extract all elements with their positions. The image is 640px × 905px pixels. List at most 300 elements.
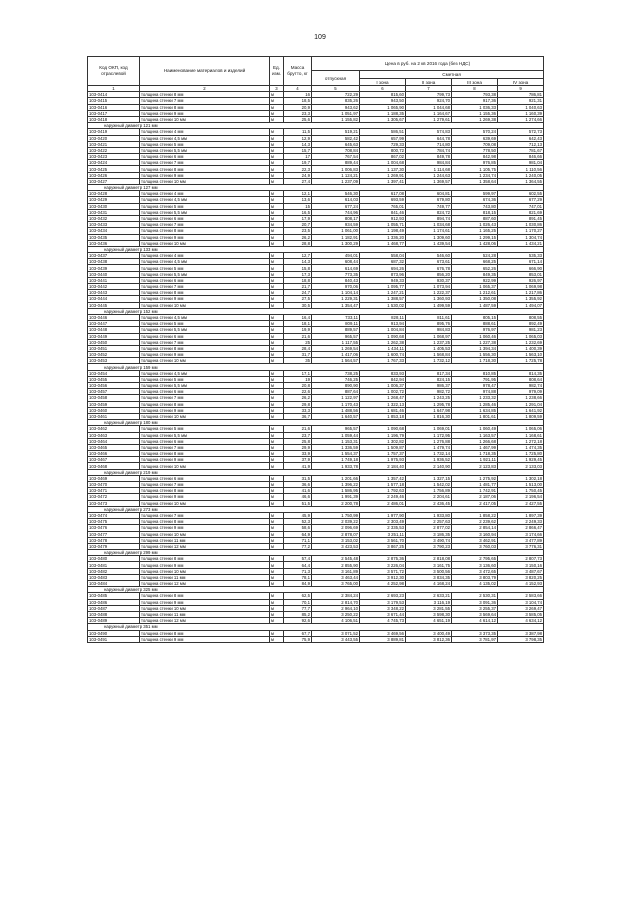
row-price-zone1: 815,60 <box>360 92 406 98</box>
row-price-otp: 2 545,48 <box>312 556 360 562</box>
row-price-zone4: 1 750,45 <box>498 488 544 494</box>
row-code: 103-0473 <box>88 500 140 506</box>
row-unit: м <box>270 253 284 259</box>
row-unit: м <box>270 265 284 271</box>
row-price-zone2: 1 244,63 <box>406 172 452 178</box>
row-price-zone3: 1 428,06 <box>452 240 498 246</box>
row-name: толщина стенки 12 мм <box>140 618 270 624</box>
row-price-zone4: 4 634,12 <box>498 618 544 624</box>
row-code: 103-0466 <box>88 451 140 457</box>
row-price-zone2: 1 172,95 <box>406 432 452 438</box>
row-price-zone3: 1 233,32 <box>452 395 498 401</box>
row-price-zone3: 2 530,31 <box>452 593 498 599</box>
col-num: 9 <box>498 86 544 92</box>
row-price-zone2: 1 044,68 <box>406 104 452 110</box>
row-code: 103-0479 <box>88 543 140 549</box>
row-mass: 22,3 <box>284 166 312 172</box>
row-code: 103-0419 <box>88 129 140 135</box>
row-price-zone1: 3 867,25 <box>360 543 406 549</box>
row-code: 103-0474 <box>88 512 140 518</box>
row-price-zone1: 4 252,98 <box>360 581 406 587</box>
row-price-zone4: 3 477,89 <box>498 537 544 543</box>
row-unit: м <box>270 271 284 277</box>
row-price-zone4: 1 474,35 <box>498 444 544 450</box>
row-price-zone3: 1 060,49 <box>452 426 498 432</box>
row-price-zone1: 1 006,37 <box>360 383 406 389</box>
row-mass: 15 <box>284 203 312 209</box>
row-price-zone4: 3 150,16 <box>498 562 544 568</box>
row-price-zone2: 895,76 <box>406 321 452 327</box>
row-unit: м <box>270 525 284 531</box>
row-price-zone3: 3 091,36 <box>452 599 498 605</box>
row-price-zone2: 856,20 <box>406 271 452 277</box>
row-price-zone3: 1 163,57 <box>452 432 498 438</box>
row-price-zone2: 546,60 <box>406 253 452 259</box>
row-price-otp: 773,35 <box>312 271 360 277</box>
row-price-otp: 1 059,44 <box>312 432 360 438</box>
row-price-zone1: 1 268,47 <box>360 395 406 401</box>
row-price-otp: 1 417,06 <box>312 352 360 358</box>
row-price-zone1: 1 055,71 <box>360 222 406 228</box>
row-mass: 70,1 <box>284 599 312 605</box>
row-price-zone4: 671,14 <box>498 259 544 265</box>
row-price-zone2: 3 790,23 <box>406 543 452 549</box>
row-price-zone2: 817,34 <box>406 370 452 376</box>
row-mass: 92,6 <box>284 618 312 624</box>
row-mass: 21,6 <box>284 426 312 432</box>
row-price-zone3: 639,69 <box>452 135 498 141</box>
row-name: толщина стенки 6 мм <box>140 215 270 221</box>
row-price-zone2: 982,72 <box>406 389 452 395</box>
row-name: толщина стенки 7 мм <box>140 512 270 518</box>
row-price-zone3: 974,88 <box>452 389 498 395</box>
row-price-zone4: 1 809,59 <box>498 413 544 419</box>
row-price-zone4: 786,81 <box>498 92 544 98</box>
row-price-zone1: 2 875,36 <box>360 556 406 562</box>
row-name: толщина стенки 7 мм <box>140 284 270 290</box>
row-price-zone3: 1 285,46 <box>452 401 498 407</box>
row-code: 103-0482 <box>88 568 140 574</box>
row-price-zone1: 1 198,49 <box>360 228 406 234</box>
row-price-zone1: 687,32 <box>360 259 406 265</box>
row-price-zone1: 1 509,87 <box>360 444 406 450</box>
row-code: 103-0456 <box>88 383 140 389</box>
row-code: 103-0448 <box>88 327 140 333</box>
row-price-zone3: 1 275,92 <box>452 475 498 481</box>
row-price-zone1: 943,50 <box>360 98 406 104</box>
row-price-zone3: 4 614,12 <box>452 618 498 624</box>
row-unit: м <box>270 110 284 116</box>
row-price-zone4: 3 487,67 <box>498 568 544 574</box>
row-price-otp: 889,44 <box>312 160 360 166</box>
row-price-otp: 1 564,57 <box>312 358 360 364</box>
row-price-zone4: 3 269,47 <box>498 605 544 611</box>
row-price-zone2: 1 933,80 <box>406 512 452 518</box>
row-price-otp: 943,62 <box>312 104 360 110</box>
row-price-zone1: 3 571,72 <box>360 568 406 574</box>
row-name: толщина стенки 7 мм <box>140 482 270 488</box>
row-unit: м <box>270 574 284 580</box>
row-price-zone2: 824,72 <box>406 209 452 215</box>
col-num: 2 <box>140 86 270 92</box>
row-price-zone1: 2 335,53 <box>360 525 406 531</box>
row-price-zone3: 1 060,46 <box>452 333 498 339</box>
row-price-zone2: 1 732,14 <box>406 451 452 457</box>
row-price-zone1: 1 305,67 <box>360 116 406 122</box>
row-mass: 26,2 <box>284 395 312 401</box>
row-mass: 36,6 <box>284 482 312 488</box>
row-price-zone2: 984,83 <box>406 327 452 333</box>
row-price-zone1: 1 004,68 <box>360 160 406 166</box>
row-price-zone2: 1 174,61 <box>406 228 452 234</box>
row-price-zone1: 1 262,38 <box>360 339 406 345</box>
row-name: толщина стенки 8 мм <box>140 228 270 234</box>
row-code: 103-0488 <box>88 611 140 617</box>
row-unit: м <box>270 327 284 333</box>
row-price-zone4: 712,13 <box>498 141 544 147</box>
row-price-zone1: 1 090,68 <box>360 333 406 339</box>
row-unit: м <box>270 203 284 209</box>
row-name: толщина стенки 8 мм <box>140 104 270 110</box>
row-name: толщина стенки 5 мм <box>140 321 270 327</box>
row-price-zone4: 1 364,55 <box>498 178 544 184</box>
row-price-zone1: 842,94 <box>360 376 406 382</box>
row-price-zone4: 926,97 <box>498 277 544 283</box>
row-price-zone3: 4 135,02 <box>452 581 498 587</box>
row-price-zone1: 1 090,68 <box>360 426 406 432</box>
row-price-zone3: 778,50 <box>452 147 498 153</box>
row-price-otp: 722,29 <box>312 92 360 98</box>
row-mass: 21,6 <box>284 333 312 339</box>
row-price-otp: 1 586,95 <box>312 488 360 494</box>
row-price-zone4: 3 820,25 <box>498 574 544 580</box>
row-price-zone2: 1 276,88 <box>406 438 452 444</box>
row-unit: м <box>270 172 284 178</box>
row-price-zone3: 2 417,05 <box>452 500 498 506</box>
row-mass: 33,9 <box>284 451 312 457</box>
row-price-zone2: 1 732,12 <box>406 358 452 364</box>
row-price-zone4: 921,31 <box>498 98 544 104</box>
row-name: толщина стенки 8 мм <box>140 345 270 351</box>
row-mass: 75,9 <box>284 636 312 642</box>
row-unit: м <box>270 543 284 549</box>
row-price-zone4: 1 040,63 <box>498 104 544 110</box>
row-mass: 27,5 <box>284 296 312 302</box>
row-unit: м <box>270 512 284 518</box>
row-unit: м <box>270 531 284 537</box>
row-price-zone3: 1 105,75 <box>452 166 498 172</box>
row-price-zone4: 808,64 <box>498 376 544 382</box>
row-price-zone3: 3 462,91 <box>452 537 498 543</box>
row-price-otp: 1 488,56 <box>312 407 360 413</box>
row-price-zone1: 2 184,40 <box>360 463 406 469</box>
row-code: 103-0444 <box>88 296 140 302</box>
row-price-zone2: 714,80 <box>406 141 452 147</box>
row-mass: 71,1 <box>284 537 312 543</box>
row-code: 103-0428 <box>88 191 140 197</box>
row-unit: м <box>270 611 284 617</box>
row-price-zone2: 2 877,02 <box>406 525 452 531</box>
row-name: толщина стенки 10 мм <box>140 568 270 574</box>
row-price-zone4: 1 355,92 <box>498 296 544 302</box>
row-price-zone2: 679,80 <box>406 197 452 203</box>
row-unit: м <box>270 432 284 438</box>
row-price-zone4: 1 160,39 <box>498 110 544 116</box>
row-price-zone1: 1 004,84 <box>360 327 406 333</box>
row-price-zone3: 3 255,37 <box>452 605 498 611</box>
row-price-zone1: 800,72 <box>360 147 406 153</box>
row-unit: м <box>270 234 284 240</box>
row-mass: 18,8 <box>284 277 312 283</box>
row-price-otp: 738,25 <box>312 370 360 376</box>
row-unit: м <box>270 630 284 636</box>
row-price-otp: 582,42 <box>312 135 360 141</box>
row-price-zone4: 1 232,69 <box>498 339 544 345</box>
row-unit: м <box>270 215 284 221</box>
row-unit: м <box>270 277 284 283</box>
row-mass: 24,7 <box>284 290 312 296</box>
row-mass: 23,5 <box>284 228 312 234</box>
row-price-zone2: 1 295,78 <box>406 401 452 407</box>
row-price-zone3: 743,80 <box>452 203 498 209</box>
row-unit: м <box>270 605 284 611</box>
row-name: толщина стенки 5,5 мм <box>140 209 270 215</box>
row-price-otp: 614,69 <box>312 265 360 271</box>
row-price-zone4: 3 585,05 <box>498 611 544 617</box>
row-price-zone3: 1 266,68 <box>452 438 498 444</box>
row-price-otp: 2 814,70 <box>312 599 360 605</box>
row-price-zone2: 604,81 <box>406 191 452 197</box>
row-mass: 52,3 <box>284 519 312 525</box>
row-name: толщина стенки 7 мм <box>140 222 270 228</box>
row-price-zone2: 3 812,36 <box>406 636 452 642</box>
row-price-zone2: 1 073,94 <box>406 284 452 290</box>
row-unit: м <box>270 593 284 599</box>
row-mass: 12,1 <box>284 191 312 197</box>
row-price-zone1: 913,94 <box>360 321 406 327</box>
row-unit: м <box>270 333 284 339</box>
row-price-zone4: 1 240,05 <box>498 172 544 178</box>
row-price-zone2: 1 034,68 <box>406 222 452 228</box>
row-price-zone2: 894,74 <box>406 215 452 221</box>
group-heading: наружный диаметр 127 мм <box>88 185 544 191</box>
row-name: толщина стенки 9 мм <box>140 457 270 463</box>
row-price-zone4: 3 387,98 <box>498 630 544 636</box>
row-price-zone1: 586,51 <box>360 129 406 135</box>
row-name: толщина стенки 4,5 мм <box>140 197 270 203</box>
row-price-zone4: 808,55 <box>498 314 544 320</box>
row-mass: 29,8 <box>284 401 312 407</box>
row-price-zone2: 799,73 <box>406 92 452 98</box>
row-price-otp: 887,64 <box>312 389 360 395</box>
row-code: 103-0451 <box>88 345 140 351</box>
row-mass: 84,9 <box>284 581 312 587</box>
row-price-zone1: 765,01 <box>360 203 406 209</box>
row-price-zone2: 986,37 <box>406 383 452 389</box>
row-code: 103-0484 <box>88 581 140 587</box>
row-price-zone2: 3 490,74 <box>406 537 452 543</box>
col-num: 8 <box>452 86 498 92</box>
row-price-zone1: 693,59 <box>360 197 406 203</box>
row-code: 103-0441 <box>88 277 140 283</box>
row-unit: м <box>270 321 284 327</box>
row-code: 103-0438 <box>88 259 140 265</box>
row-price-zone3: 1 487,59 <box>452 302 498 308</box>
row-price-zone4: 1 272,18 <box>498 438 544 444</box>
row-price-zone1: 558,04 <box>360 253 406 259</box>
row-price-otp: 2 964,10 <box>312 605 360 611</box>
row-unit: м <box>270 154 284 160</box>
row-unit: м <box>270 562 284 568</box>
row-code: 103-0421 <box>88 141 140 147</box>
col-num: 6 <box>360 86 406 92</box>
row-price-otp: 708,84 <box>312 147 360 153</box>
row-code: 103-0422 <box>88 147 140 153</box>
row-mass: 18,1 <box>284 321 312 327</box>
header-code: Код ОКП, код отраслевой <box>88 57 140 86</box>
page-number: 109 <box>314 34 326 41</box>
row-price-zone1: 1 188,35 <box>360 110 406 116</box>
row-name: толщина стенки 5,5 мм <box>140 432 270 438</box>
header-otp: отпускная <box>312 71 360 86</box>
row-price-zone3: 1 634,85 <box>452 407 498 413</box>
row-code: 103-0423 <box>88 154 140 160</box>
row-mass: 20,7 <box>284 222 312 228</box>
row-price-zone1: 1 530,02 <box>360 302 406 308</box>
row-unit: м <box>270 482 284 488</box>
row-mass: 20,9 <box>284 104 312 110</box>
row-name: толщина стенки 9 мм <box>140 636 270 642</box>
row-name: толщина стенки 10 мм <box>140 413 270 419</box>
row-name: толщина стенки 4,5 мм <box>140 135 270 141</box>
row-mass: 17 <box>284 154 312 160</box>
row-price-zone1: 3 561,70 <box>360 537 406 543</box>
row-code: 103-0426 <box>88 172 140 178</box>
row-price-zone3: 652,26 <box>452 265 498 271</box>
row-price-zone4: 1 238,66 <box>498 395 544 401</box>
row-price-zone4: 2 196,54 <box>498 494 544 500</box>
row-price-zone3: 1 801,61 <box>452 413 498 419</box>
col-num: 1 <box>88 86 140 92</box>
row-code: 103-0490 <box>88 630 140 636</box>
row-unit: м <box>270 556 284 562</box>
row-mass: 16,5 <box>284 209 312 215</box>
row-price-zone4: 3 798,35 <box>498 636 544 642</box>
row-unit: м <box>270 500 284 506</box>
row-name: толщина стенки 9 мм <box>140 599 270 605</box>
row-price-zone4: 1 434,21 <box>498 240 544 246</box>
row-price-otp: 1 336,59 <box>312 444 360 450</box>
row-price-zone2: 1 069,01 <box>406 426 452 432</box>
row-unit: м <box>270 228 284 234</box>
row-price-zone4: 572,73 <box>498 129 544 135</box>
row-code: 103-0425 <box>88 166 140 172</box>
row-price-zone3: 599,97 <box>452 191 498 197</box>
row-price-otp: 2 200,78 <box>312 500 360 506</box>
row-price-otp: 1 640,57 <box>312 413 360 419</box>
row-code: 103-0429 <box>88 197 140 203</box>
row-name: толщина стенки 8 мм <box>140 519 270 525</box>
row-mass: 51,5 <box>284 500 312 506</box>
row-price-zone2: 1 568,84 <box>406 352 452 358</box>
row-price-zone4: 3 174,66 <box>498 531 544 537</box>
row-price-otp: 744,96 <box>312 209 360 215</box>
row-price-zone2: 4 651,19 <box>406 618 452 624</box>
row-price-otp: 2 878,07 <box>312 531 360 537</box>
row-name: толщина стенки 8 мм <box>140 451 270 457</box>
row-price-zone2: 1 756,89 <box>406 488 452 494</box>
row-price-zone3: 1 155,36 <box>452 110 498 116</box>
row-name: толщина стенки 7 мм <box>140 444 270 450</box>
row-price-zone1: 1 397,41 <box>360 178 406 184</box>
row-name: толщина стенки 10 мм <box>140 240 270 246</box>
row-unit: м <box>270 494 284 500</box>
row-price-zone4: 1 304,74 <box>498 234 544 240</box>
row-mass: 58,6 <box>284 525 312 531</box>
row-price-zone2: 811,61 <box>406 314 452 320</box>
row-code: 103-0434 <box>88 228 140 234</box>
row-unit: м <box>270 537 284 543</box>
row-price-zone3: 1 269,38 <box>452 116 498 122</box>
row-price-zone1: 833,93 <box>360 370 406 376</box>
row-price-zone2: 574,83 <box>406 129 452 135</box>
row-price-zone1: 1 577,18 <box>360 482 406 488</box>
row-price-zone2: 2 257,63 <box>406 519 452 525</box>
row-price-zone2: 3 186,35 <box>406 531 452 537</box>
row-price-zone2: 3 500,56 <box>406 568 452 574</box>
group-heading: наружный диаметр 121 мм <box>88 123 544 129</box>
row-price-otp: 1 300,29 <box>312 240 360 246</box>
row-price-otp: 546,30 <box>312 191 360 197</box>
row-price-zone2: 2 818,08 <box>406 556 452 562</box>
row-price-zone4: 1 065,06 <box>498 426 544 432</box>
row-price-zone3: 668,25 <box>452 259 498 265</box>
row-code: 103-0417 <box>88 110 140 116</box>
row-code: 103-0447 <box>88 321 140 327</box>
row-name: толщина стенки 8 мм <box>140 401 270 407</box>
row-price-zone1: 3 226,04 <box>360 562 406 568</box>
row-name: толщина стенки 9 мм <box>140 110 270 116</box>
row-price-zone4: 1 217,86 <box>498 290 544 296</box>
row-name: толщина стенки 6 мм <box>140 277 270 283</box>
row-unit: м <box>270 451 284 457</box>
row-price-zone2: 3 161,75 <box>406 562 452 568</box>
row-price-zone2: 2 140,90 <box>406 463 452 469</box>
row-unit: м <box>270 519 284 525</box>
row-name: толщина стенки 8 мм <box>140 630 270 636</box>
row-mass: 27,4 <box>284 178 312 184</box>
row-name: толщина стенки 5 мм <box>140 141 270 147</box>
row-unit: м <box>270 240 284 246</box>
row-price-zone2: 1 542,02 <box>406 482 452 488</box>
row-price-otp: 1 155,82 <box>312 116 360 122</box>
row-price-zone2: 849,78 <box>406 154 452 160</box>
row-code: 103-0475 <box>88 519 140 525</box>
row-code: 103-0469 <box>88 475 140 481</box>
row-price-zone4: 1 897,39 <box>498 512 544 518</box>
row-price-otp: 767,54 <box>312 154 360 160</box>
row-price-zone2: 673,61 <box>406 259 452 265</box>
row-name: толщина стенки 7 мм <box>140 395 270 401</box>
row-price-otp: 3 765,00 <box>312 581 360 587</box>
row-mass: 13,6 <box>284 197 312 203</box>
row-unit: м <box>270 376 284 382</box>
row-price-zone4: 1 274,66 <box>498 116 544 122</box>
group-heading: наружный диаметр 325 мм <box>88 587 544 593</box>
row-mass: 36,7 <box>284 413 312 419</box>
price-table-wrapper <box>87 56 543 643</box>
row-unit: м <box>270 259 284 265</box>
